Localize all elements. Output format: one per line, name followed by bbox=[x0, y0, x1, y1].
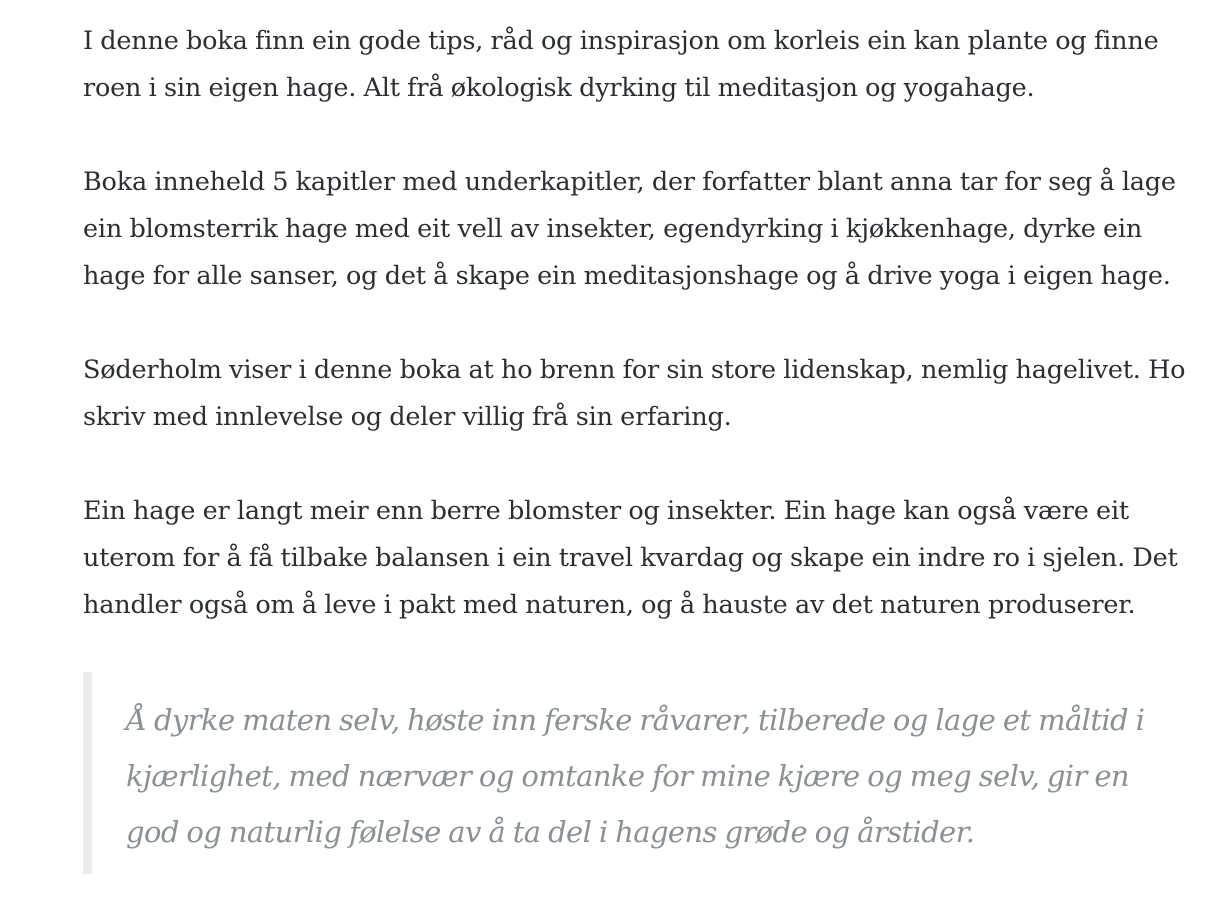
blockquote bbox=[83, 672, 1163, 874]
article-body bbox=[83, 18, 1193, 629]
paragraph-garden: Ein hage er langt meir enn berre blomster og insekter. Ein hage kan også være eit uterom for å få tilbake balansen i ein travel kvardag og skape ein indre ro i sjelen. Det handler også om å leve i pakt med naturen, og å hauste av det naturen produserer. bbox=[83, 496, 1178, 620]
paragraph-intro: I denne boka finn ein gode tips, råd og inspirasjon om korleis ein kan plante og finne roen i sin eigen hage. Alt frå økologisk dyrking til meditasjon og yogahage. bbox=[83, 26, 1159, 103]
blockquote-text: Å dyrke maten selv, høste inn ferske råvarer, tilberede og lage et måltid i kjærlighet, med nærvær og omtanke for mine kjære og meg selv, gir en god og naturlig følelse av å ta del i hagens grøde og årstider. bbox=[126, 703, 1145, 849]
paragraph-chapters: Boka inneheld 5 kapitler med underkapitler, der forfatter blant anna tar for seg å lage ein blomsterrik hage med eit vell av insekter, egendyrking i kjøkkenhage, dyrke ein hage for alle sanser, og det å skape ein meditasjonshage og å drive yoga i eigen hage. bbox=[83, 167, 1176, 291]
paragraph-author: Søderholm viser i denne boka at ho brenn for sin store lidenskap, nemlig hagelivet. Ho skriv med innlevelse og deler villig frå sin erfaring. bbox=[83, 355, 1186, 432]
